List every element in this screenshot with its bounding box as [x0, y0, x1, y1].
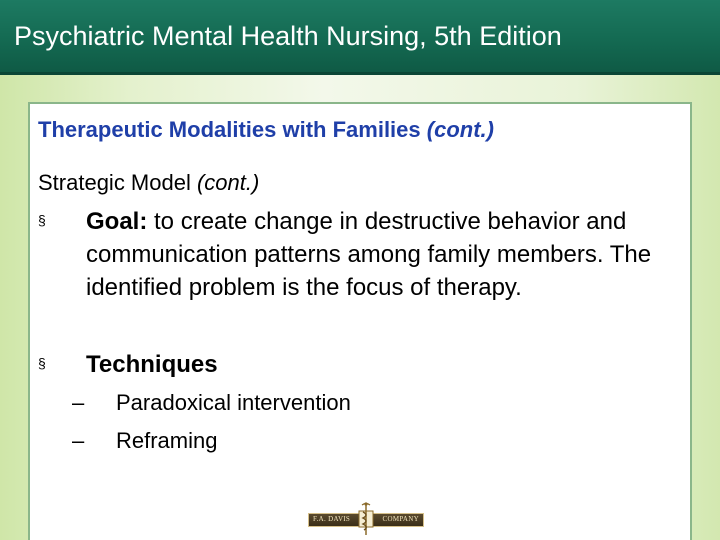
logo-text-right: COMPANY	[382, 515, 419, 523]
bullet-marker-techniques: §	[38, 355, 46, 371]
subheading-main: Strategic Model	[38, 170, 191, 195]
bullet-marker-goal: §	[38, 212, 46, 228]
slide-heading-main: Therapeutic Modalities with Families	[38, 117, 421, 142]
slide-heading-cont: (cont.)	[426, 117, 494, 142]
caduceus-icon	[356, 502, 376, 536]
header-title: Psychiatric Mental Health Nursing, 5th Edition	[14, 21, 562, 51]
logo-text-left: F.A. DAVIS	[313, 515, 351, 523]
subheading-cont: (cont.)	[196, 170, 260, 195]
bullet-goal-label: Goal:	[86, 208, 148, 235]
bullet-goal	[86, 205, 676, 304]
bullet-goal-text: to create change in destructive behavior and communication patterns among family members. The identified problem is the focus of therapy.	[86, 208, 652, 301]
subitem-paradoxical-intervention: Paradoxical intervention	[116, 390, 351, 415]
slide-heading	[38, 116, 494, 144]
publisher-logo	[308, 502, 424, 536]
subitem-marker: –	[72, 428, 85, 453]
header-bar	[0, 0, 720, 75]
bullet-techniques-label: Techniques	[86, 351, 218, 378]
subheading	[38, 168, 259, 198]
subitem-reframing: Reframing	[116, 428, 218, 453]
subitem-marker: –	[72, 390, 85, 415]
